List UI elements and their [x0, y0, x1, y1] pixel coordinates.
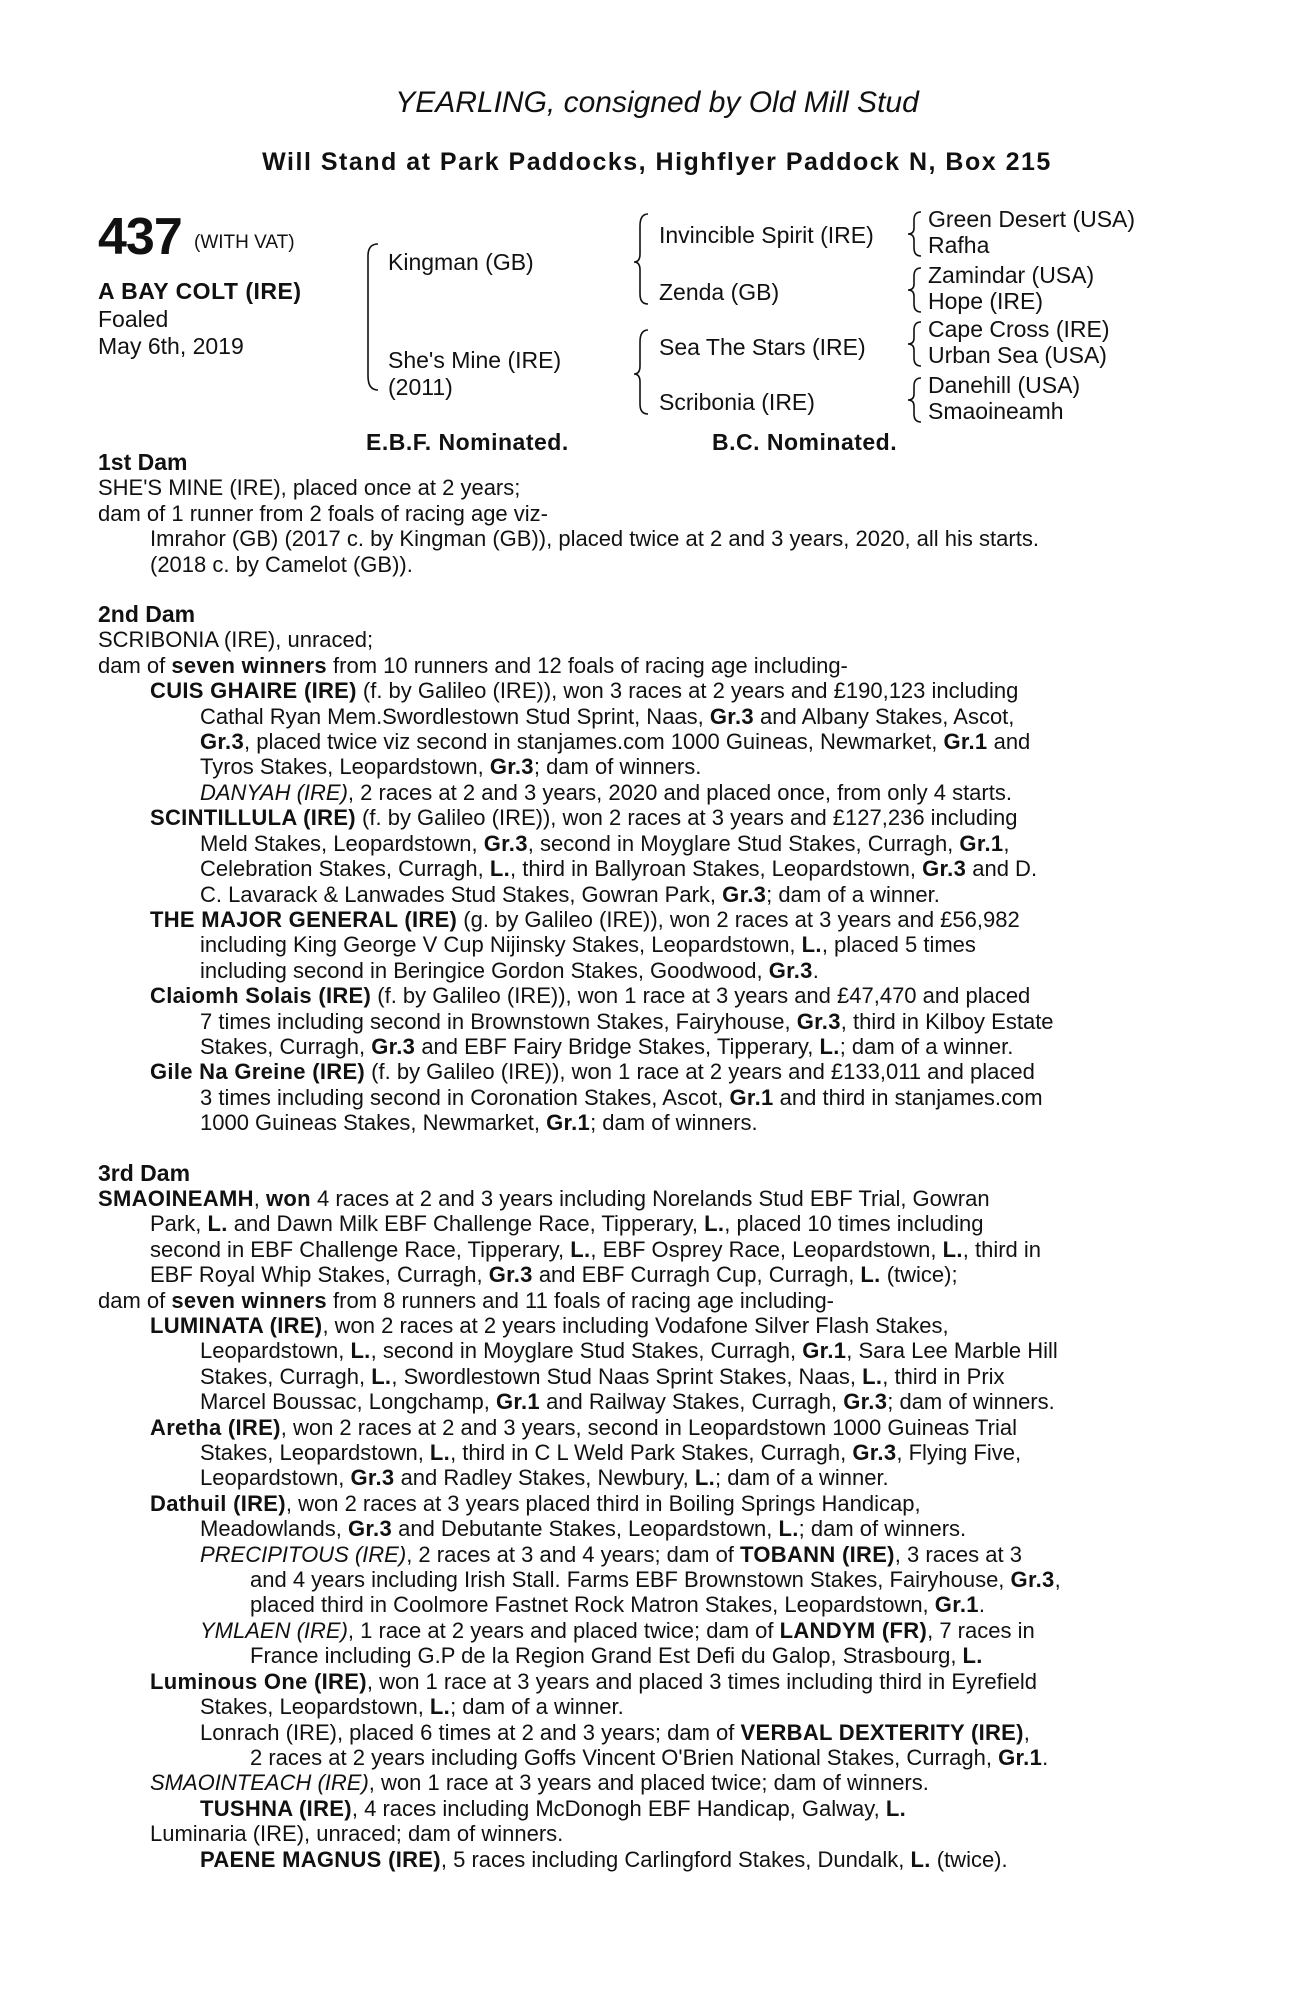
- ancestor-8: Smaoineamh: [928, 398, 1064, 424]
- ancestor-1: Green Desert (USA): [928, 206, 1136, 232]
- progeny-entry: LUMINATA (IRE), won 2 races at 2 years including Vodafone Silver Flash Stakes,: [150, 1313, 949, 1338]
- lot-name: A BAY COLT (IRE): [98, 278, 302, 304]
- dam-entry: SCRIBONIA (IRE), unraced;: [98, 627, 374, 653]
- sire-sire: Invincible Spirit (IRE): [659, 222, 874, 248]
- ancestor-5: Cape Cross (IRE): [928, 316, 1110, 342]
- progeny-entry: Lonrach (IRE), placed 6 times at 2 and 3 years; dam of VERBAL DEXTERITY (IRE),: [200, 1719, 1030, 1745]
- progeny-entry: CUIS GHAIRE (IRE) (f. by Galileo (IRE)), won 3 races at 2 years and £190,123 including: [150, 678, 1019, 704]
- vat-note: (WITH VAT): [194, 232, 295, 253]
- dam-dam: Scribonia (IRE): [659, 389, 815, 415]
- ancestor-3: Zamindar (USA): [928, 262, 1095, 288]
- progeny-entry: THE MAJOR GENERAL (IRE) (g. by Galileo (IRE)), won 2 races at 3 years and £56,982: [150, 906, 1020, 932]
- section-heading: 3rd Dam: [98, 1159, 191, 1186]
- foaled-date: May 6th, 2019: [98, 333, 244, 359]
- ancestor-2: Rafha: [928, 232, 990, 258]
- progeny-entry: Imrahor (GB) (2017 c. by Kingman (GB)), placed twice at 2 and 3 years, 2020, all his starts.: [150, 526, 1039, 552]
- progeny-entry: SCINTILLULA (IRE) (f. by Galileo (IRE)), won 2 races at 3 years and £127,236 including: [150, 805, 1018, 831]
- ancestor-7: Danehill (USA): [928, 372, 1081, 398]
- dam-entry: dam of seven winners from 10 runners and 12 foals of racing age including-: [98, 652, 848, 678]
- bc-nominated: B.C. Nominated.: [712, 429, 898, 455]
- sire-dam: Zenda (GB): [659, 279, 780, 305]
- ancestor-4: Hope (IRE): [928, 288, 1044, 314]
- stand-location: Will Stand at Park Paddocks, Highflyer Paddock N, Box 215: [262, 148, 1052, 176]
- page-title: YEARLING, consigned by Old Mill Stud: [395, 86, 919, 119]
- lot-number: 437: [98, 208, 182, 266]
- progeny-entry: PRECIPITOUS (IRE), 2 races at 3 and 4 years; dam of TOBANN (IRE), 3 races at 3: [200, 1541, 1022, 1567]
- progeny-entry: Claiomh Solais (IRE) (f. by Galileo (IRE)), won 1 race at 3 years and £47,470 and placed: [150, 983, 1031, 1009]
- dam-sire: Sea The Stars (IRE): [659, 334, 866, 360]
- progeny-entry: Gile Na Greine (IRE) (f. by Galileo (IRE)), won 1 race at 2 years and £133,011 and placed: [150, 1059, 1035, 1085]
- progeny-entry: PAENE MAGNUS (IRE), 5 races including Carlingford Stakes, Dundalk, L. (twice).: [200, 1846, 1008, 1872]
- progeny-entry: (2018 c. by Camelot (GB)).: [150, 551, 413, 577]
- progeny-entry: DANYAH (IRE), 2 races at 2 and 3 years, 2020 and placed once, from only 4 starts.: [200, 779, 1012, 805]
- progeny-entry: TUSHNA (IRE), 4 races including McDonogh EBF Handicap, Galway, L.: [200, 1795, 907, 1821]
- progeny-entry: YMLAEN (IRE), 1 race at 2 years and placed twice; dam of LANDYM (FR), 7 races in: [200, 1617, 1035, 1643]
- ebf-nominated: E.B.F. Nominated.: [366, 429, 569, 455]
- progeny-entry: SMAOINTEACH (IRE), won 1 race at 3 years and placed twice; dam of winners.: [150, 1770, 929, 1796]
- dam-entry: SHE'S MINE (IRE), placed once at 2 years;: [98, 475, 521, 501]
- sire: Kingman (GB): [388, 249, 534, 275]
- section-heading: 2nd Dam: [98, 601, 196, 628]
- dam-entry: dam of 1 runner from 2 foals of racing age viz-: [98, 500, 548, 526]
- foaled-label: Foaled: [98, 306, 169, 332]
- dam-entry: SMAOINEAMH, won 4 races at 2 and 3 years including Norelands Stud EBF Trial, Gowran: [98, 1185, 990, 1211]
- catalogue-text: 1st Dam SHE'S MINE (IRE), placed once at 2 years; dam of 1 runner from 2 foals of racing age viz- Imrahor (GB) (2017 c. by Kingman (GB)), placed twice at 2 and 3 years, 2020, all his starts. (2018 c. by Camelot (GB)). 2nd Dam SCRIBONIA (IRE), unraced; dam of seven winners from 10 runners and 12 foals of racing age including- CUIS GHAIRE (IRE) (f. by Galileo (IRE)), won 3 races at 2 years and £190,123 including Cathal Ryan Mem.Swordlestown Stud Sprint, Naas, Gr.3 and Albany Stakes, Ascot, Gr.3, placed twice viz second in stanjames.com 1000 Guineas, Newmarket, Gr.1 and Tyros Stakes, Leopardstown, Gr.3; dam of winners. DANYAH (IRE), 2 races at 2 and 3 years, 2020 and placed once, from only 4 starts. SCINTILLULA (IRE) (f. by Galileo (IRE)), won 2 races at 3 years and £127,236 including Meld Stakes, Leopardstown, Gr.3, second in Moyglare Stud Stakes, Curragh, Gr.1, Celebration Stakes, Curragh, L., third in Ballyroan Stakes, Leopardstown, Gr.3 and D. C. Lavarack & Lanwades Stud Stakes, Gowran Park, Gr.3; dam of a winner. THE MAJOR GENERAL (IRE) (g. by Galileo (IRE)), won 2 races at 3 years and £56,982 including King George V Cup Nijinsky Stakes, Leopardstown, L., placed 5 times including second in Beringice Gordon Stakes, Goodwood, Gr.3. Claiomh Solais (IRE) (f. by Galileo (IRE)), won 1 race at 3 years and £47,470 and placed 7 times including second in Brownstown Stakes, Fairyhouse, Gr.3, third in Kilboy Estate Stakes, Curragh, Gr.3 and EBF Fairy Bridge Stakes, Tipperary, L.; dam of a winner. Gile Na Greine (IRE) (f. by Galileo (IRE)), won 1 race at 2 years and £133,011 and placed 3 times including second in Coronation Stakes, Ascot, Gr.1 and third in stanjames.com 1000 Guineas Stakes, Newmarket, Gr.1; dam of winners. 3rd Dam SMAOINEAMH, won 4 races at 2 and 3 years including Norelands Stud EBF Trial, Gowran Park, L. and Dawn Milk EBF Challenge Race, Tipperary, L., placed 10 times including second in EBF Challenge Race, Tipperary, L., EBF Osprey Race, Leopardstown, L., third in EBF Royal Whip Stakes, Curragh, Gr.3 and EBF Curragh Cup, Curragh, L. (twice); dam of seven winners from 8 runners and 11 foals of racing age including- LUMINATA (IRE), won 2 races at 2 years including Vodafone Silver Flash Stakes, Leopardstown, L., second in Moyglare Stud Stakes, Curragh, Gr.1, Sara Lee Marble Hill Stakes, Curragh, L., Swordlestown Stud Naas Sprint Stakes, Naas, L., third in Prix Marcel Boussac, Longchamp, Gr.1 and Railway Stakes, Curragh, Gr.3; dam of winners. Aretha (IRE), won 2 races at 2 and 3 years, second in Leopardstown 1000 Guineas Trial Stakes, Leopardstown, L., third in C L Weld Park Stakes, Curragh, Gr.3, Flying Five, Leopardstown, Gr.3 and Radley Stakes, Newbury, L.; dam of a winner. Dathuil (IRE), won 2 races at 3 years placed third in Boiling Springs Handicap, Meadowlands, Gr.3 and Debutante Stakes, Leopardstown, L.; dam of winners. PRECIPITOUS (IRE), 2 races at 3 and 4 years; dam of TOBANN (IRE), 3 races at 3 and 4 years including Irish Stall. Farms EBF Brownstown Stakes, Fairyhouse, Gr.3, placed third in Coolmore Fastnet Rock Matron Stakes, Leopardstown, Gr.1. YMLAEN (IRE), 1 race at 2 years and placed twice; dam of LANDYM (FR), 7 races in France including G.P de la Region Grand Est Defi du Galop, Strasbourg, L. Luminous One (IRE), won 1 race at 3 years and placed 3 times including third in Eyrefield Stakes, Leopardstown, L.; dam of a winner. Lonrach (IRE), placed 6 times at 2 and 3 years; dam of VERBAL DEXTERITY (IRE), 2 races at 2 years including Goffs Vincent O'Brien National Stakes, Curragh, Gr.1. SMAOINTEACH (IRE), won 1 race at 3 years and placed twice; dam of winners. TUSHNA (IRE), 4 races including McDonogh EBF Handicap, Galway, L. Luminaria (IRE), unraced; dam of winners. PAENE MAGNUS (IRE), 5 races including Carlingford Stakes, Dundalk, L. (twice).: [98, 450, 1208, 1872]
- progeny-entry: Luminous One (IRE), won 1 race at 3 years and placed 3 times including third in Eyrefield: [150, 1668, 1037, 1694]
- progeny-entry: Aretha (IRE), won 2 races at 2 and 3 years, second in Leopardstown 1000 Guineas Trial: [150, 1414, 1017, 1440]
- progeny-entry: Luminaria (IRE), unraced; dam of winners.: [150, 1821, 564, 1847]
- section-heading: 1st Dam: [98, 449, 188, 475]
- dam-year: (2011): [388, 374, 453, 400]
- dam: She's Mine (IRE): [388, 347, 562, 373]
- progeny-entry: Dathuil (IRE), won 2 races at 3 years placed third in Boiling Springs Handicap,: [150, 1490, 921, 1516]
- ancestor-6: Urban Sea (USA): [928, 342, 1107, 368]
